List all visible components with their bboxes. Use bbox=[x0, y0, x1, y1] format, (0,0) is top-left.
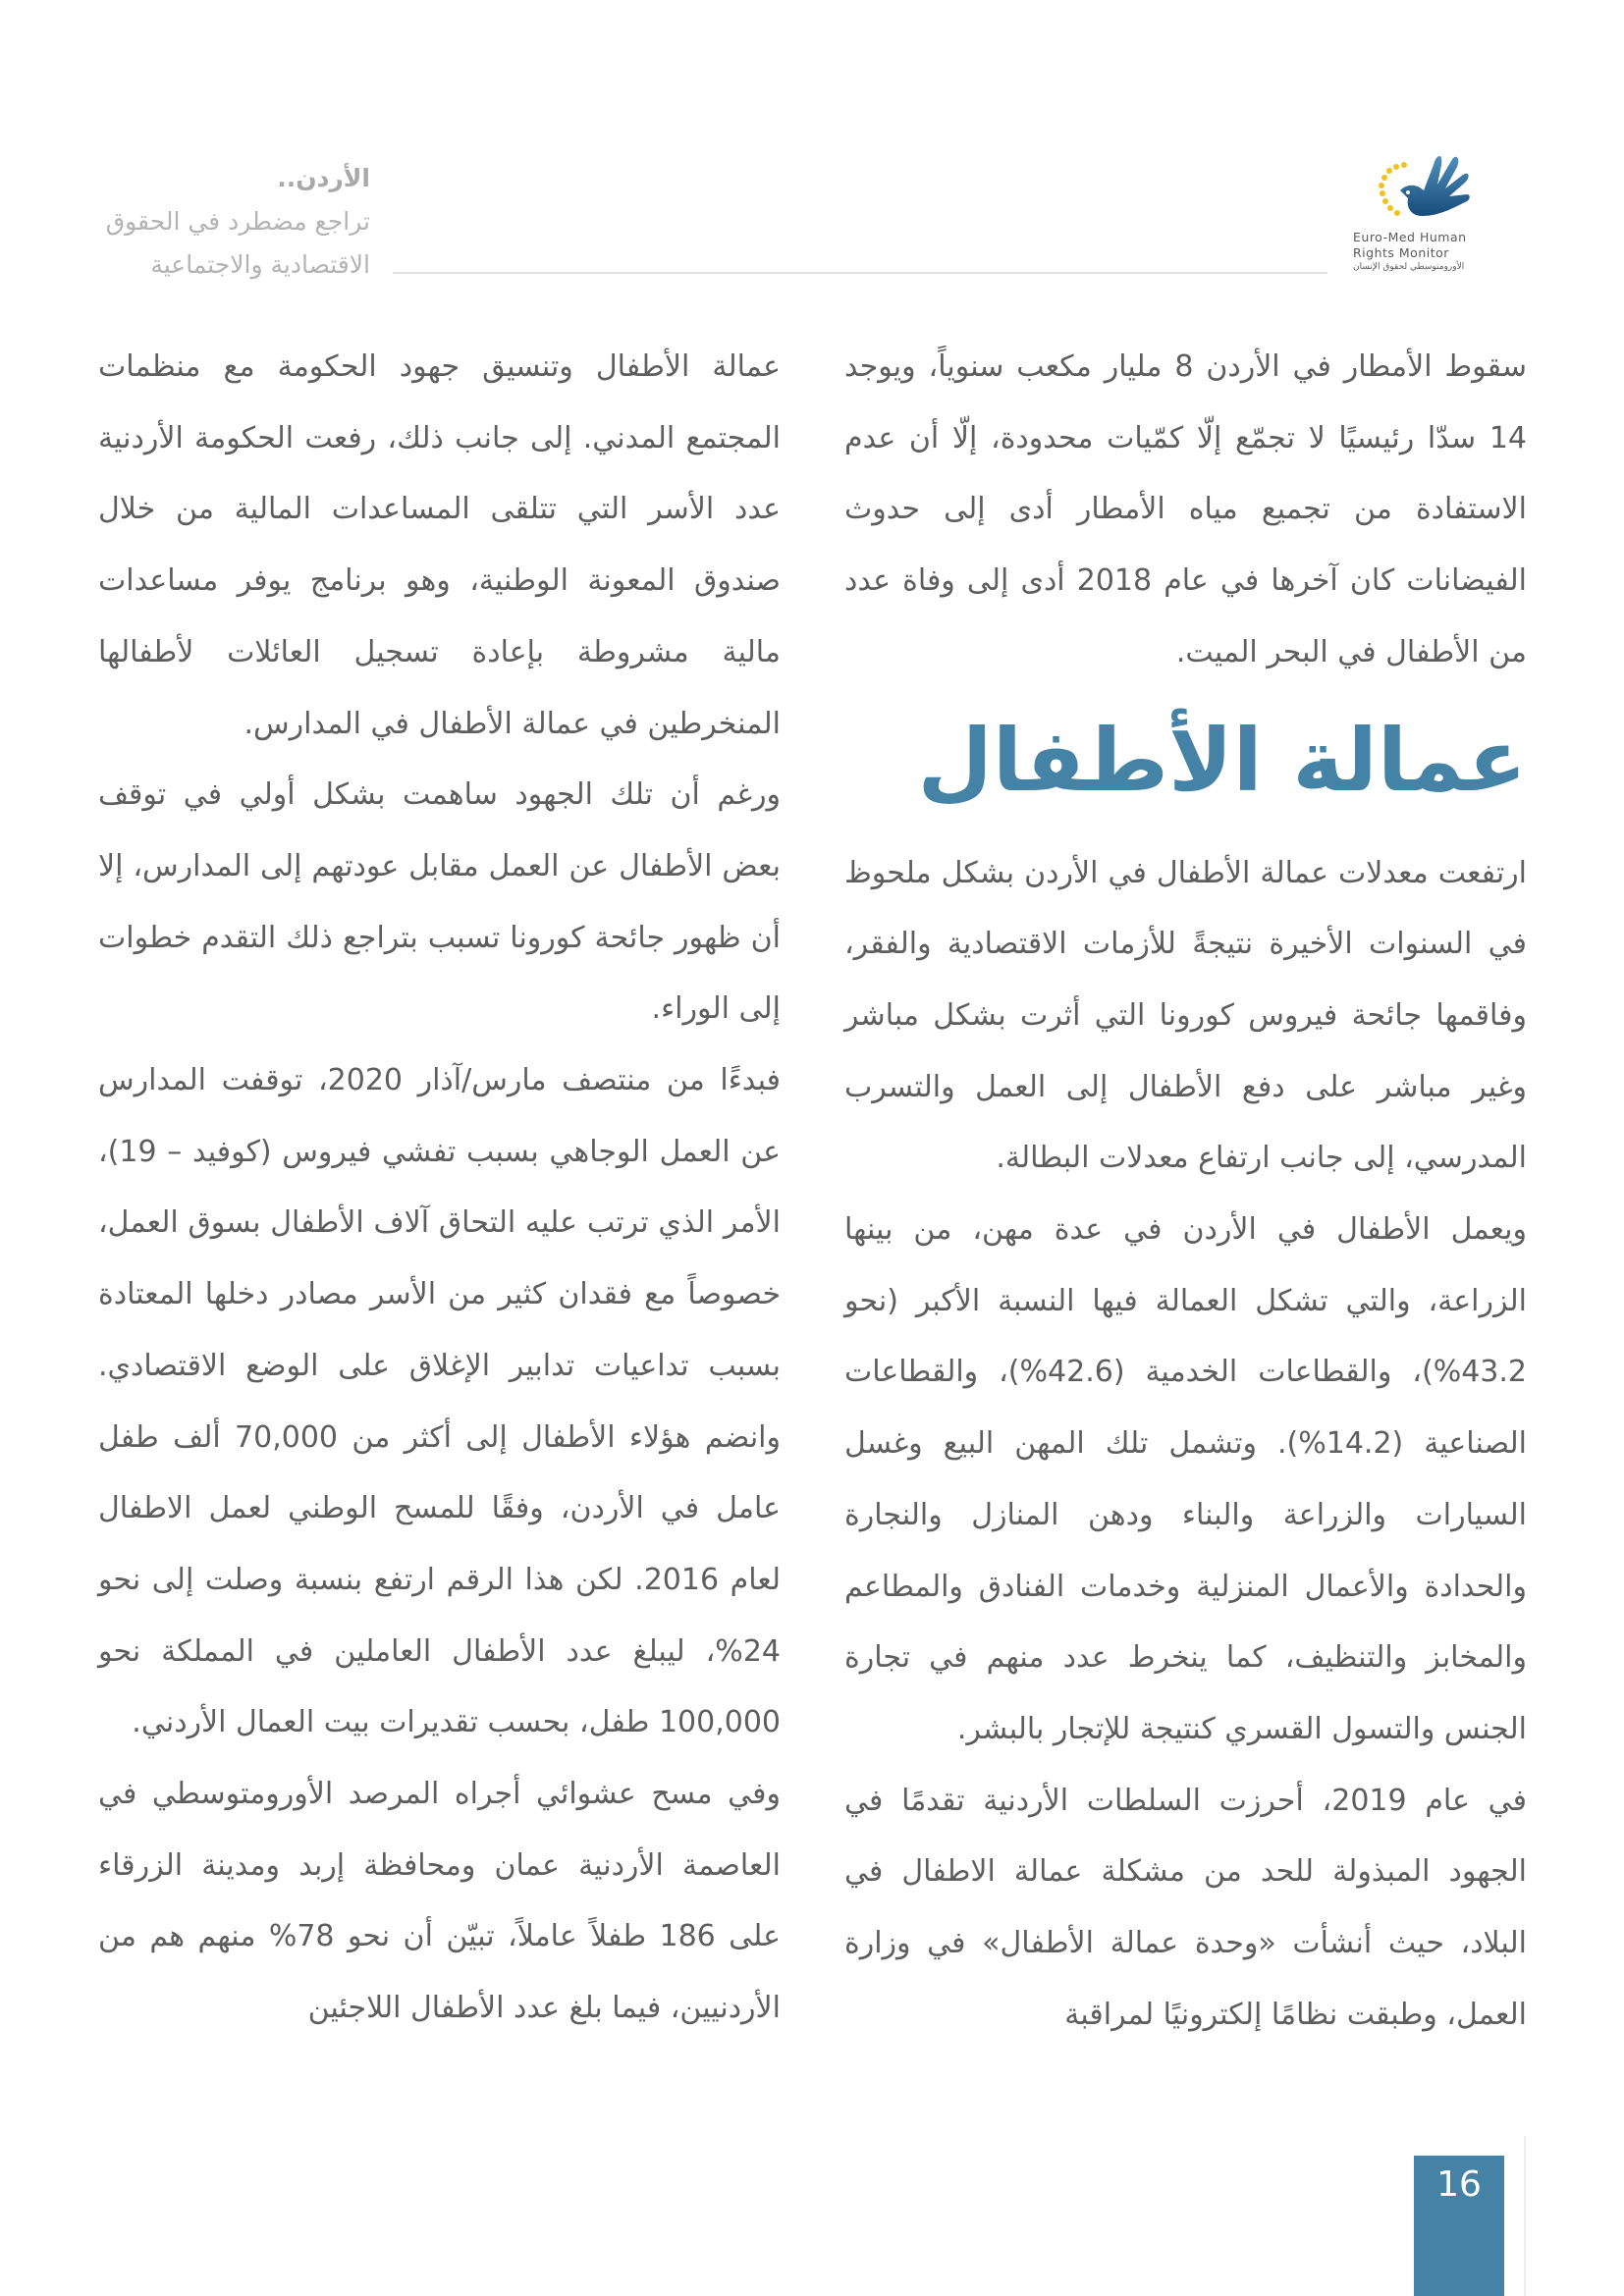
logo-name-en-2: Rights Monitor bbox=[1353, 245, 1449, 260]
logo-name-en-1: Euro-Med Human bbox=[1353, 230, 1467, 244]
footer-divider bbox=[1524, 2136, 1526, 2296]
page-number: 16 bbox=[1414, 2156, 1504, 2296]
header-divider bbox=[393, 272, 1327, 274]
left-paragraph-2: ورغم أن تلك الجهود ساهمت بشكل أولي في توقف بعض الأطفال عن العمل مقابل عودتهم إلى المدارس، إلا أن ظهور جائحة كورونا تسبب بتراجع ذلك التقدم خطوات إلى الوراء. bbox=[98, 777, 781, 1027]
running-header bbox=[17, 157, 370, 287]
right-intro-paragraph: سقوط الأمطار في الأردن 8 مليار مكعب سنوياً، ويوجد 14 سدّا رئيسيًا لا تجمّع إلّا كمّيات محدودة، إلّا أن عدم الاستفادة من تجميع مياه الأمطار أدى إلى حدوث الفيضانات كان آخرها في عام 2018 أدى إلى وفاة عدد من الأطفال في البحر الميت. bbox=[844, 349, 1527, 669]
right-paragraph-3: في عام 2019، أحرزت السلطات الأردنية تقدمًا في الجهود المبذولة للحد من مشكلة عمالة الاطفال في البلاد، حيث أنشأت «وحدة عمالة الأطفال» في وزارة العمل، وطبقت نظامًا إلكترونيًا لمراقبة bbox=[844, 1783, 1527, 2032]
euro-med-logo bbox=[1353, 135, 1490, 283]
right-paragraph-2: ويعمل الأطفال في الأردن في عدة مهن، من بينها الزراعة، والتي تشكل العمالة فيها النسبة الأكبر (نحو 43.2%)، والقطاعات الخدمية (42.6%)، والقطاعات الصناعية (14.2%). وتشمل تلك المهن البيع وغسل السيارات والزراعة والبناء ودهن المنازل والنجارة والحدادة والأعمال المنزلية وخدمات الفنادق والمطاعم والمخابز والتنظيف، كما ينخرط عدد منهم في تجارة الجنس والتسول القسري كنتيجة للإتجار بالبشر. bbox=[844, 1212, 1527, 1746]
dove-hand-with-stars-icon bbox=[1353, 135, 1490, 230]
section-heading: عمالة الأطفال bbox=[917, 709, 1527, 811]
left-paragraph-3: فبدءًا من منتصف مارس/آذار 2020، توقفت المدارس عن العمل الوجاهي بسبب تفشي فيروس (كوفيد – 19)، الأمر الذي ترتب عليه التحاق آلاف الأطفال بسوق العمل، خصوصاً مع فقدان كثير من الأسر مصادر دخلها المعتادة بسبب تداعيات تدابير الإغلاق على الوضع الاقتصادي. وانضم هؤلاء الأطفال إلى أكثر من 70,000 ألف طفل عامل في الأردن، وفقًا للمسح الوطني لعمل الاطفال لعام 2016. لكن هذا الرقم ارتفع بنسبة وصلت إلى نحو 24%، ليبلغ عدد الأطفال العاملين في المملكة نحو 100,000 طفل، بحسب تقديرات بيت العمال الأردني. bbox=[98, 1063, 781, 1740]
logo-caption bbox=[1353, 230, 1490, 273]
left-paragraph-4: وفي مسح عشوائي أجراه المرصد الأورومتوسطي في العاصمة الأردنية عمان ومحافظة إربد ومدينة الزرقاء على 186 طفلاً عاملاً، تبيّن أن نحو 78% منهم هم من الأردنيين، فيما بلغ عدد الأطفال اللاجئين bbox=[98, 1777, 782, 2026]
header-subtitle-line-2: الاقتصادية والاجتماعية bbox=[150, 250, 370, 279]
logo-name-ar: الأورومتوسطي لحقوق الإنسان bbox=[1353, 262, 1465, 272]
header-kicker: الأردن.. bbox=[277, 164, 370, 192]
header-subtitle-line-1: تراجع مضطرد في الحقوق bbox=[105, 207, 370, 236]
right-column bbox=[844, 332, 1527, 2051]
left-column bbox=[98, 332, 781, 2045]
right-paragraph-1: ارتفعت معدلات عمالة الأطفال في الأردن بشكل ملحوظ في السنوات الأخيرة نتيجةً للأزمات الاقتصادية والفقر، وفاقمها جائحة فيروس كورونا التي أثرت بشكل مباشر وغير مباشر على دفع الأطفال إلى العمل والتسرب المدرسي، إلى جانب ارتفاع معدلات البطالة. bbox=[844, 855, 1527, 1176]
left-paragraph-1: عمالة الأطفال وتنسيق جهود الحكومة مع منظمات المجتمع المدني. إلى جانب ذلك، رفعت الحكومة الأردنية عدد الأسر التي تتلقى المساعدات المالية من خلال صندوق المعونة الوطنية، وهو برنامج يوفر مساعدات مالية مشروطة بإعادة تسجيل العائلات لأطفالها المنخرطين في عمالة الأطفال في المدارس. bbox=[98, 349, 781, 741]
